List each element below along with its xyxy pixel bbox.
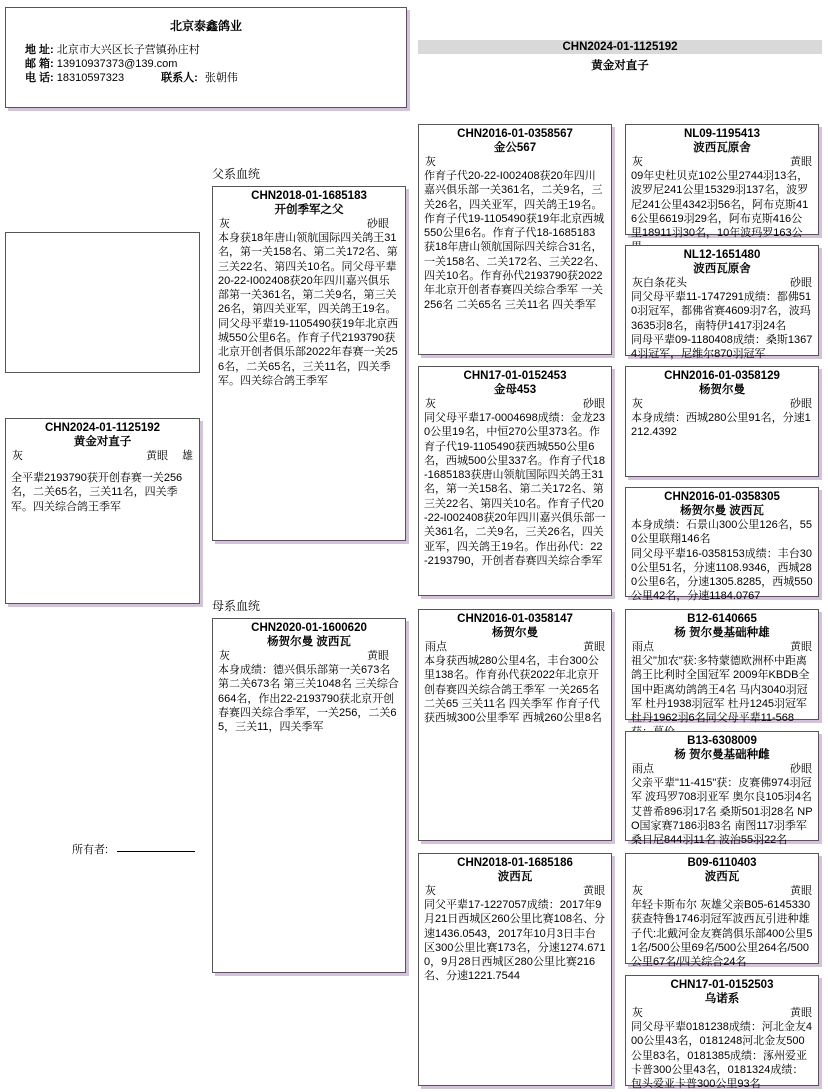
sire-color: 灰 [219,218,230,230]
phone-line [6,71,406,85]
ggp-8-record: 同父母平辈0181238成绩：河北金友400公里43名，0181248河北金友500公里83名，0181385成绩：涿州爱亚卡普300公里43名，0181324成绩：包头爱亚卡普300公里93名 [631,1021,812,1091]
dam-dam-card [418,853,612,1086]
dam-sire-color: 雨点 [425,641,447,653]
email-label: 邮 箱: [25,58,54,70]
ggp-6-attributes [626,762,818,776]
dam-dam-attributes [419,884,611,898]
ggp-2-attributes [626,276,818,290]
ggp-5-eye: 黄眼 [790,641,812,653]
sire-sire-name: 金公567 [493,142,537,154]
dam-sire-eye: 黄眼 [583,641,605,653]
ggp-6-record: 父亲平辈"11-415"获：皮赛佛974羽冠军 波玛罗708羽亚军 奥尔良105羽4名 艾普希896羽17名 桑斯501羽28名 NPO国家赛7186羽83名 南图117羽季军 桑日尼844羽11名 波治55羽22名 [631,777,813,847]
ggp-card-6 [625,731,819,847]
subject-card [5,418,200,604]
ggp-8-name: 乌诺系 [704,993,740,1005]
ggp-6-eye: 砂眼 [790,763,812,775]
ggp-4-name: 杨贺尔曼 波西瓦 [680,505,764,517]
dam-sire-record: 本身获西城280公里4名，丰台300公里138名。作育孙代获2022年北京开创春赛四关综合鸽王季军 一关265名 二关65 三关11名 四关季军 作育子代获西城300公里季军 西城260公里8名 [424,655,602,725]
ggp-3-record: 本身成绩：西城280公里91名，分速1212.4392 [631,412,811,439]
ggp-6-id: B13-6308009 [687,735,757,747]
ggp-3-eye: 砂眼 [790,398,812,410]
ggp-6-color: 雨点 [632,763,654,775]
sire-card [212,186,406,541]
breeder-info-box [5,7,407,108]
dam-dam-color: 灰 [425,885,436,897]
dam-dam-name: 波西瓦 [497,871,533,883]
ggp-7-record: 年轻卡斯布尔 灰雄父亲B05-6145330获查特鲁1746羽冠军波西瓦引进种雄子代:北戴河金友赛鸽俱乐部400公里51名/500公里69名/500公里264名/500公里67名/四关综合24名 [631,899,813,969]
ggp-1-attributes [626,155,818,169]
breeder-name: 北京泰鑫鸽业 [169,19,242,33]
ggp-5-color: 雨点 [632,641,654,653]
subject-name: 黄金对直子 [73,436,132,448]
ggp-6-name: 杨 贺尔曼基础种雌 [674,749,770,761]
ggp-card-5 [625,609,819,725]
sire-record: 本身获18年唐山领航国际四关鸽王31名，第一关158名、第二关172名、第三关22名、第四关10名。同父母平辈20-22-I002408获20年四川嘉兴俱乐部第一关361名，第二关9名，第三关26名，第四关亚军，四关鸽王19名。同父母平辈19-1105490获19年北京西城550公里6名。作育子代2193790获北京开创者俱乐部2022年春赛一关256名，二关65名，三关11名，四关季军。四关综合鸽王季军 [218,232,399,387]
ggp-2-eye: 砂眼 [790,277,812,289]
sire-dam-color: 灰 [425,398,436,410]
ggp-card-4 [625,487,819,603]
sire-line-label: 父系血统 [212,167,261,181]
dam-dam-eye: 黄眼 [583,885,605,897]
sire-dam-attributes [419,397,611,411]
ggp-5-id: B12-6140665 [687,613,757,625]
ggp-7-id: B09-6110403 [687,857,757,869]
ggp-card-2 [625,245,819,361]
sire-attributes [213,217,405,231]
ggp-3-name: 杨贺尔曼 [699,384,745,396]
ggp-3-id: CHN2016-01-0358129 [664,370,780,382]
sire-sire-attributes [419,155,611,169]
ggp-3-attributes [626,397,818,411]
ggp-4-id: CHN2016-01-0358305 [664,491,780,503]
top-bird-id: CHN2024-01-1125192 [562,41,678,53]
dam-sire-id: CHN2016-01-0358147 [457,613,573,625]
ggp-2-id: NL12-1651480 [683,249,761,261]
photo-box [5,232,200,373]
dam-line-label: 母系血统 [212,599,261,613]
ggp-8-color: 灰 [632,1007,643,1019]
ggp-7-eye: 黄眼 [790,885,812,897]
owner-signature-line [117,851,195,852]
dam-sire-card [418,609,612,841]
ggp-8-attributes [626,1006,818,1020]
sire-id: CHN2018-01-1685183 [251,190,367,202]
subject-eye: 黄眼 [146,450,168,462]
dam-card [212,618,406,973]
dam-id: CHN2020-01-1600620 [251,622,367,634]
ggp-1-color: 灰 [632,156,643,168]
ggp-card-1 [625,124,819,240]
dam-name: 杨贺尔曼 波西瓦 [267,636,351,648]
ggp-5-record: 祖父"加农"获:多特蒙德欧洲杯中距离鸽王比利时全国冠军 2009年KBDB全国中距离幼鸽鸽王4名 马内3040羽冠军 杜丹1938羽冠军 杜丹1245羽冠军 杜丹1962羽6名同父母平辈11-568 [631,655,810,725]
ggp-1-eye: 黄眼 [790,156,812,168]
dam-dam-id: CHN2018-01-1685186 [457,857,573,869]
subject-attributes [6,449,199,463]
ggp-1-id: NL09-1195413 [683,128,761,140]
ggp-5-name: 杨 贺尔曼基础种雄 [674,627,770,639]
sire-dam-card [418,366,612,596]
ggp-2-color: 灰白条花头 [632,277,687,289]
contact-label: 联系人: [161,72,198,84]
subject-sex: 雄 [182,450,193,462]
ggp-1-name: 波西瓦原舍 [693,142,751,154]
ggp-3-color: 灰 [632,398,643,410]
dam-sire-name: 杨贺尔曼 [492,627,538,639]
address-value: 北京市大兴区长子营镇孙庄村 [56,44,200,56]
ggp-7-name: 波西瓦 [704,871,740,883]
ggp-2-name: 波西瓦原舍 [693,263,751,275]
email-line [6,57,406,71]
phone-value: 18310597323 [56,72,125,84]
dam-color: 灰 [219,650,230,662]
ggp-8-eye: 黄眼 [790,1007,812,1019]
sire-dam-name: 金母453 [493,384,537,396]
sire-dam-record: 同父母平辈17-0004698成绩：金龙230公里19名，中恒270公里373名。作育子代19-1105490获西城550公里6名，西城500公里337名。作育子代18-1685183获唐山领航国际四关鸽王31名，第一关158名、第二关172名、第三关22名、第四关10名。作育子代20-22-I002408获20年四川嘉兴俱乐部一关361名，二关9名，三关26名，四关亚军，四关鸽王19名。作出孙代：22-2193790，开创者春赛四关综合季军 [424,412,606,567]
sire-dam-eye: 砂眼 [583,398,605,410]
ggp-1-record: 09年史杜贝克102公里2744羽13名，波罗尼241公里15329羽137名，波罗尼241公里4342羽56名，阿布克斯416公里6619羽29名，阿布克斯416公里18911羽30名，10年波玛罗163公 [631,170,809,240]
ggp-4-record: 本身成绩：石景山300公里126名，550公里联翔146名 同父母平辈16-0358153成绩：丰台300公里51名，分速1108.9346，西城280公里6名，分速1305.8285，西城550公里42名，分速1184.0767 [631,519,813,603]
sire-sire-color: 灰 [425,156,436,168]
address-label: 地 址: [25,44,54,56]
subject-record: 全平辈2193790获开创春赛一关256名，二关65名，三关11名，四关季军。四关综合鸽王季军 [11,472,183,513]
ggp-card-8 [625,975,819,1091]
sire-dam-id: CHN17-01-0152453 [463,370,567,382]
ggp-7-attributes [626,884,818,898]
dam-record: 本身成绩：德兴俱乐部第一关673名 第二关673名 第三关1048名 三关综合664名，作出22-2193790获北京开创春赛四关综合季军，一关256，二关65，三关11，四关季军 [218,664,399,734]
ggp-8-id: CHN17-01-0152503 [670,979,774,991]
dam-eye: 黄眼 [367,650,389,662]
subject-id: CHN2024-01-1125192 [44,422,161,434]
owner-label: 所有者: [72,844,109,856]
ggp-2-record: 同父母平辈11-1747291成绩：都佛510羽冠军，都佛省赛4609羽7名，波玛3635羽8名，南特伊1417羽24名 同母平辈09-1180408成绩：桑斯13674羽冠军，尼维尔870羽冠军 [631,291,813,361]
sire-sire-id: CHN2016-01-0358567 [457,128,573,140]
dam-attributes [213,649,405,663]
address-line [6,43,406,57]
top-bird-name: 黄金对直子 [591,60,649,72]
ggp-card-7 [625,853,819,969]
sire-sire-card [418,124,612,355]
sire-eye: 砂眼 [367,218,389,230]
subject-color: 灰 [12,450,23,462]
phone-label: 电 话: [25,72,54,84]
ggp-card-3 [625,366,819,477]
ggp-5-attributes [626,640,818,654]
dam-sire-attributes [419,640,611,654]
ggp-7-color: 灰 [632,885,643,897]
contact-value: 张朝伟 [204,72,238,84]
email-value: 13910937373@139.com [56,58,178,70]
dam-dam-record: 同父平辈17-1227057成绩：2017年9月21日西城区260公里比赛108名、分速1436.0543，2017年10月3日丰台区300公里比赛173名，分速1274.6710，9月28日西城区280公里比赛216名、分速1221.7544 [424,899,606,983]
sire-name: 开创季军之父 [274,204,344,216]
sire-sire-record: 作育子代20-22-I002408获20年四川嘉兴俱乐部一关361名，二关9名，三关26名，四关亚军，四关鸽王19名。作育子代19-1105490获19年北京西城550公里6名。作育子代18-1685183获18年唐山领航国际四关综合31名，一关158名、二关172名、三关22名、四关10名。作育孙代2193790获2022年北京开创者春赛四关综合季军 一关256名 二关65名 三关11名 四关季军 [424,170,605,311]
